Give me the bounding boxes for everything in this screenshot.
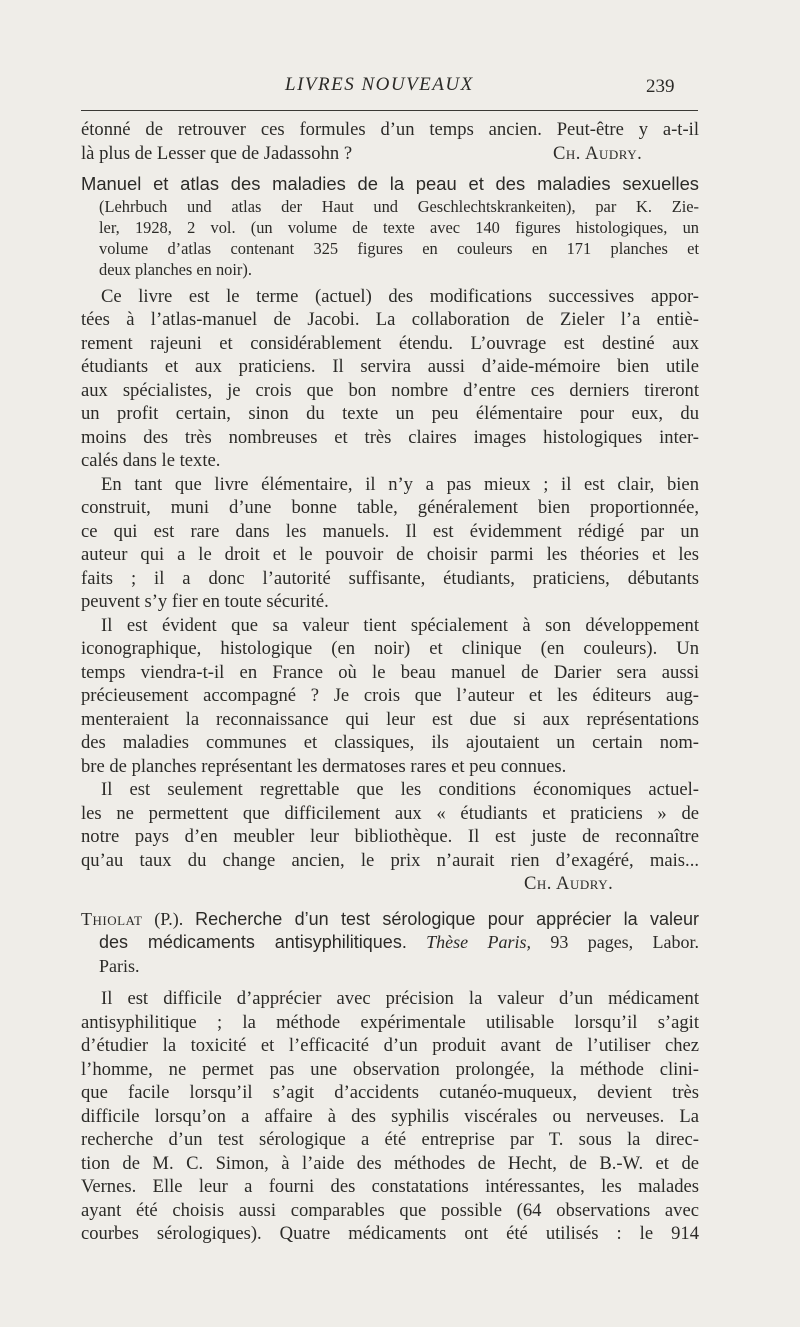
paragraph-line: des maladies communes et classiques, ils ajoutaient un certain nom- (81, 732, 699, 753)
paragraph-line: tées à l’atlas-manuel de Jacobi. La collaboration de Zieler l’a entiè- (81, 309, 699, 330)
paragraph-line: Vernes. Elle leur a fourni des constatations intéressantes, les malades (81, 1176, 699, 1197)
paragraph-line: En tant que livre élémentaire, il n’y a pas mieux ; il est clair, bien (101, 473, 699, 495)
paragraph-line: précieusement accompagné ? Je crois que l’auteur et les éditeurs aug- (81, 685, 699, 706)
paragraph-line: construit, muni d’une bonne table, généralement bien proportionnée, (81, 497, 699, 518)
paragraph-line: recherche d’un test sérologique a été entreprise par T. sous la direc- (81, 1129, 699, 1150)
text-line: étonné de retrouver ces formules d’un temps ancien. Peut-être y a-t-il (81, 119, 699, 140)
entry-city: Paris. (99, 955, 140, 976)
citation-line: (Lehrbuch und atlas der Haut und Geschlechtskrankeiten), par K. Zie- (99, 196, 699, 216)
paragraph-line: calés dans le texte. (81, 450, 221, 471)
author-name: Thiolat (81, 908, 143, 929)
book-title: Manuel et atlas des maladies de la peau et des maladies sexuelles (81, 173, 699, 194)
paragraph-line: tion de M. C. Simon, à l’aide des méthodes de Hecht, de B.-W. et de (81, 1152, 699, 1174)
paragraph-line: Il est évident que sa valeur tient spécialement à son développement (101, 614, 699, 636)
thesis-details: 93 pages, Labor. (531, 932, 700, 952)
spacer (81, 165, 699, 172)
spacer (81, 896, 699, 908)
entry-heading-line (81, 908, 699, 932)
paragraph-line: auteur qui a le droit et le pouvoir de choisir parmi les théories et les (81, 544, 699, 565)
paragraph-line: Il est seulement regrettable que les conditions économiques actuel- (101, 779, 699, 800)
paragraph-line: antisyphilitique ; la méthode expérimentale utilisable lorsqu’il s’agit (81, 1011, 699, 1033)
paragraph-line: notre pays d’en meubler leur bibliothèque. Il est juste de reconnaître (81, 826, 699, 847)
reviewer-signature: Ch. Audry. (524, 873, 614, 894)
body-text (81, 118, 699, 1246)
paragraph-line: aux spécialistes, je crois que bon nombre d’entre ces derniers tireront (81, 379, 699, 401)
paragraph-line: moins des très nombreuses et très claires images histologiques inter- (81, 426, 699, 448)
citation-line: deux planches en noir). (99, 259, 252, 279)
paragraph-line: que facile lorsqu’il s’agit d’accidents cutanéo-muqueux, devient très (81, 1082, 699, 1103)
text-line-content: là plus de Lesser que de Jadassohn ? (81, 142, 353, 164)
signature-line (81, 872, 699, 896)
citation-line: volume d’atlas contenant 325 figures en couleurs en 171 planches et (99, 238, 699, 258)
paragraph-line: Ce livre est le terme (actuel) des modifications successives appor- (101, 285, 699, 307)
entry-title-cont: des médicaments antisyphilitiques. (99, 932, 407, 952)
entry-heading-line (81, 931, 699, 955)
paragraph-line: ayant été choisis aussi comparables que possible (64 observations avec (81, 1199, 699, 1221)
header-rule (81, 110, 698, 111)
paragraph-line: faits ; il a donc l’autorité suffisante, étudiants, praticiens, débutants (81, 567, 699, 589)
paragraph-line: ce qui est rare dans les manuels. Il est évidemment rédigé par un (81, 520, 699, 542)
paragraph-line: courbes sérologiques). Quatre médicaments ont été utilisés : le 914 (81, 1223, 699, 1244)
paragraph-line: difficile lorsqu’on a affaire à des syphilis viscérales ou nerveuses. La (81, 1105, 699, 1127)
paragraph-line: rement rajeuni et considérablement étendu. L’ouvrage est destiné aux (81, 332, 699, 354)
paragraph-line: l’homme, ne permet pas une observation prolongée, la méthode clini- (81, 1058, 699, 1080)
running-title: LIVRES NOUVEAUX (285, 74, 474, 95)
page-number: 239 (646, 76, 675, 97)
paragraph-line: iconographique, histologique (en noir) et clinique (en couleurs). Un (81, 638, 699, 659)
author-initial: (P.). (142, 908, 196, 929)
page-header (0, 74, 800, 100)
entry-title: Recherche d’un test sérologique pour apprécier la valeur (195, 908, 699, 929)
paragraph-line: étudiants et aux praticiens. Il servira aussi d’aide-mémoire bien utile (81, 356, 699, 377)
paragraph-line: un profit certain, sinon du texte un peu élémentaire pour eux, du (81, 403, 699, 424)
reviewer-signature: Ch. Audry. (553, 142, 643, 164)
paragraph-line: peuvent s’y fier en toute sécurité. (81, 591, 329, 612)
paragraph-line: qu’au taux du change ancien, le prix n’aurait rien d’exagéré, mais... (81, 849, 699, 871)
paragraph-line: menteraient la reconnaissance qui leur est due si aux représentations (81, 708, 699, 730)
citation-line: ler, 1928, 2 vol. (un volume de texte avec 140 figures histologiques, un (99, 217, 699, 237)
text-line (81, 142, 699, 166)
paragraph-line: Il est difficile d’apprécier avec précision la valeur d’un médicament (101, 988, 699, 1009)
paragraph-line: bre de planches représentant les dermatoses rares et peu connues. (81, 755, 567, 777)
paragraph-line: les ne permettent que difficilement aux « étudiants et praticiens » de (81, 802, 699, 824)
paragraph-line: d’étudier la toxicité et l’efficacité d’un produit avant de l’utiliser chez (81, 1035, 699, 1056)
thesis-label: Thèse Paris, (426, 932, 532, 952)
paragraph-line: temps viendra-t-il en France où le beau manuel de Darier sera aussi (81, 661, 699, 683)
spacer (81, 978, 699, 987)
